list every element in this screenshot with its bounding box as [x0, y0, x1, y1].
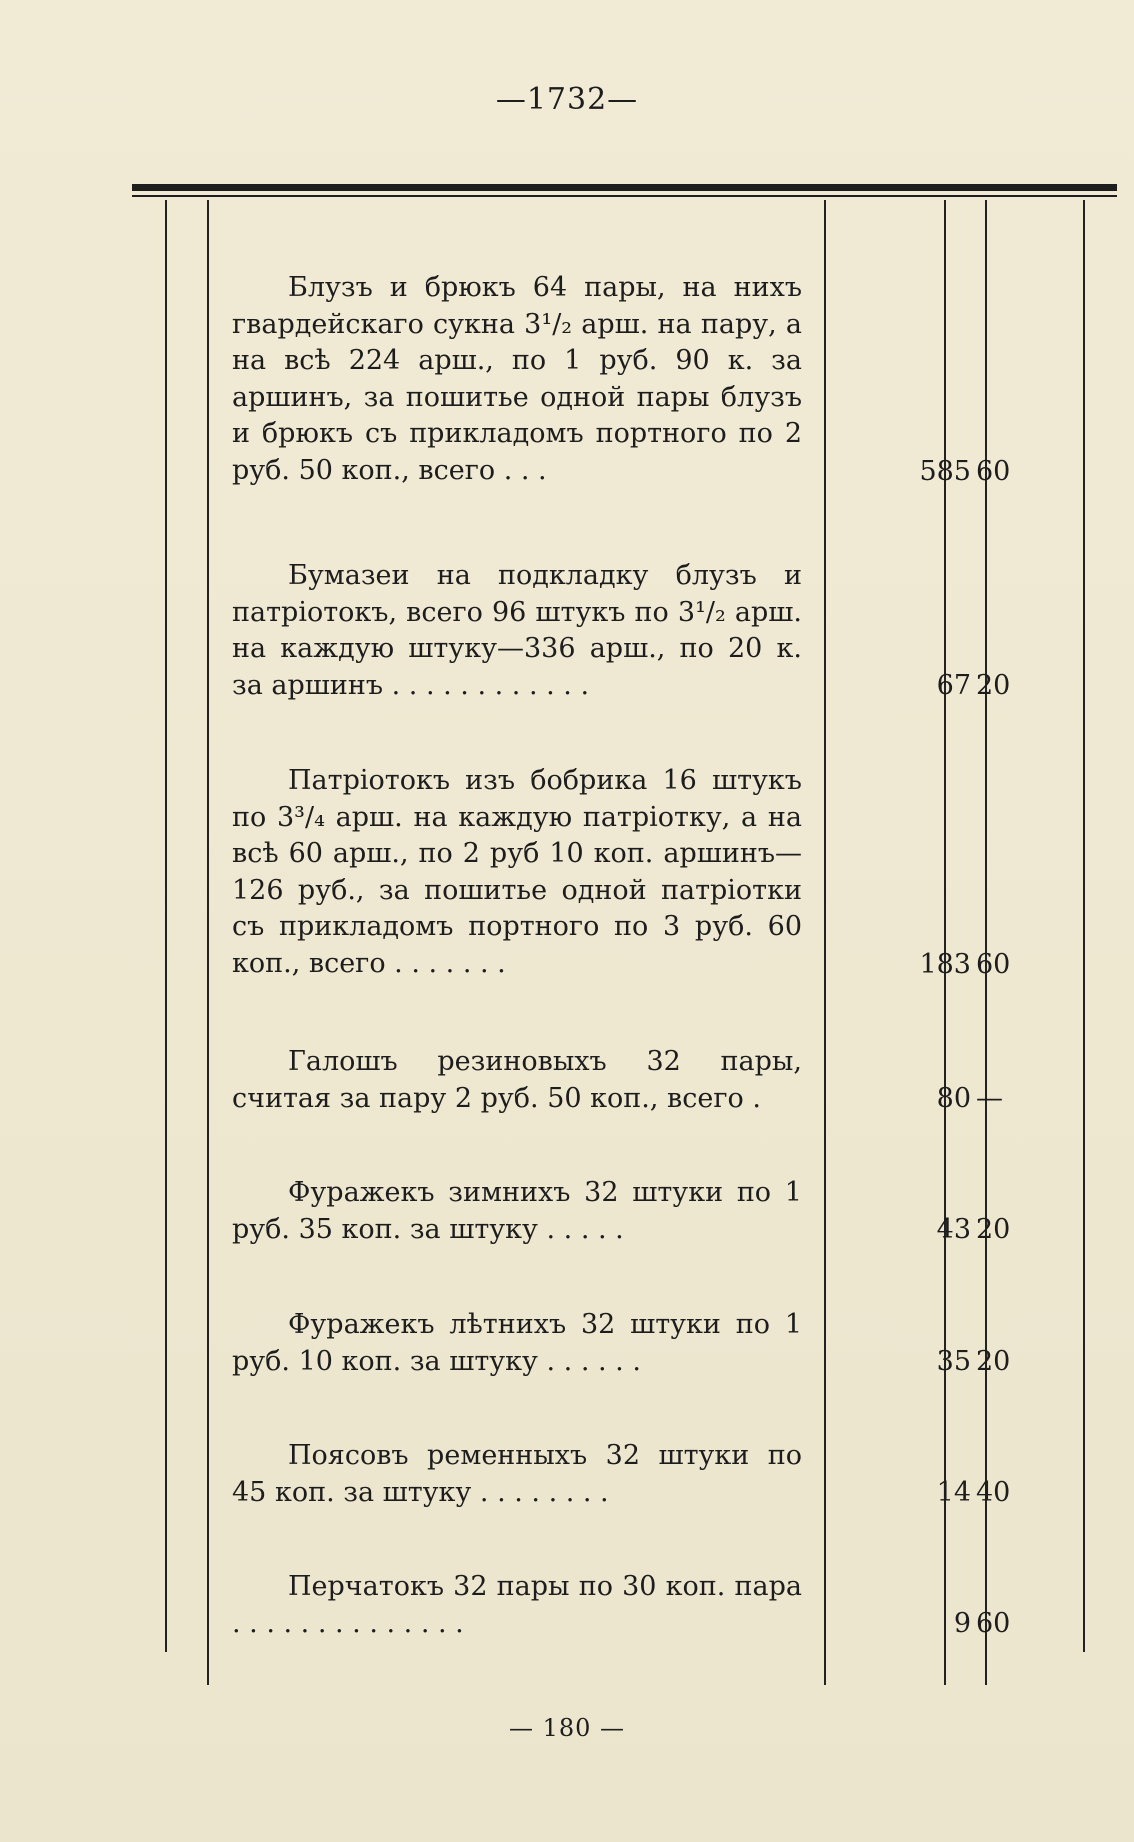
entry-text: Патріотокъ изъ бобрика 16 штукъ по 3³/₄ арш. на каждую патріотку, а на всѣ 60 арш., по 2 руб 10 коп. аршинъ—126 руб., за пошитье одной патріотки съ прикладомъ портного по 3 руб. 60 коп., всего . . . . . . . — [232, 765, 802, 979]
entry-amount — [816, 1212, 1086, 1248]
entry-amount — [816, 1081, 1086, 1117]
entry-text: Поясовъ ременныхъ 32 штуки по 45 коп. за штуку . . . . . . . . — [232, 1440, 802, 1508]
amount-rubles: 183 — [919, 948, 971, 980]
page-number: —1732— — [495, 82, 639, 117]
entry-text: Бумазеи на подкладку блузъ и патріотокъ, всего 96 штукъ по 3¹/₂ арш. на каждую штуку—336 арш., по 20 к. за аршинъ . . . . . . . . . . . . — [232, 560, 802, 701]
ledger-entry — [232, 270, 1011, 490]
entry-amount — [816, 1475, 1086, 1511]
column-rule — [165, 200, 167, 1652]
entry-amount — [816, 1344, 1086, 1380]
amount-rubles: 9 — [953, 1608, 971, 1640]
entry-amount — [816, 1606, 1086, 1642]
amount-rubles: 43 — [936, 1214, 971, 1246]
entry-text: Фуражекъ зимнихъ 32 штуки по 1 руб. 35 коп. за штуку . . . . . — [232, 1177, 802, 1245]
amount-kopecks: 40 — [976, 1477, 1011, 1509]
entry-amount — [816, 947, 1086, 983]
ledger-entry — [232, 1044, 1003, 1117]
ledger-entry — [232, 763, 1011, 983]
entry-text: Галошъ резиновыхъ 32 пары, считая за пару 2 руб. 50 коп., всего . — [232, 1046, 802, 1114]
amount-kopecks: 20 — [976, 1346, 1011, 1378]
ledger-entry — [232, 1438, 1011, 1511]
amount-rubles: 585 — [919, 455, 971, 487]
column-rule — [824, 200, 826, 1685]
amount-rubles: 67 — [936, 670, 971, 702]
amount-kopecks: 20 — [976, 670, 1011, 702]
amount-rubles: 80 — [936, 1083, 971, 1115]
amount-kopecks: 20 — [976, 1214, 1011, 1246]
column-rule — [944, 200, 946, 1685]
column-rule — [985, 200, 987, 1685]
entry-text: Фуражекъ лѣтнихъ 32 штуки по 1 руб. 10 коп. за штуку . . . . . . — [232, 1309, 802, 1377]
amount-rubles: 35 — [936, 1346, 971, 1378]
header-rule-thin — [132, 195, 1117, 197]
ledger-entry — [232, 1175, 1011, 1248]
column-rule — [1083, 200, 1085, 1652]
sheet-number: — 180 — — [508, 1714, 626, 1742]
column-rule — [207, 200, 209, 1685]
entry-text: Перчатокъ 32 пары по 30 коп. пара . . . . . . . . . . . . . . — [232, 1571, 802, 1639]
amount-kopecks: — — [976, 1083, 1003, 1115]
entry-amount — [816, 454, 1086, 490]
amount-kopecks: 60 — [976, 455, 1011, 487]
amount-kopecks: 60 — [976, 1608, 1011, 1640]
header-rule — [132, 184, 1117, 191]
ledger-entry — [232, 1307, 1011, 1380]
entry-amount — [816, 668, 1086, 704]
ledger-entry — [232, 558, 1011, 704]
amount-rubles: 14 — [936, 1477, 971, 1509]
entry-text: Блузъ и брюкъ 64 пары, на нихъ гвардейскаго сукна 3¹/₂ арш. на пару, а на всѣ 224 арш., по 1 руб. 90 к. за аршинъ, за пошитье одной пары блузъ и брюкъ съ прикладомъ портного по 2 руб. 50 коп., всего . . . — [232, 272, 802, 486]
ledger-entry — [232, 1569, 1011, 1642]
amount-kopecks: 60 — [976, 948, 1011, 980]
